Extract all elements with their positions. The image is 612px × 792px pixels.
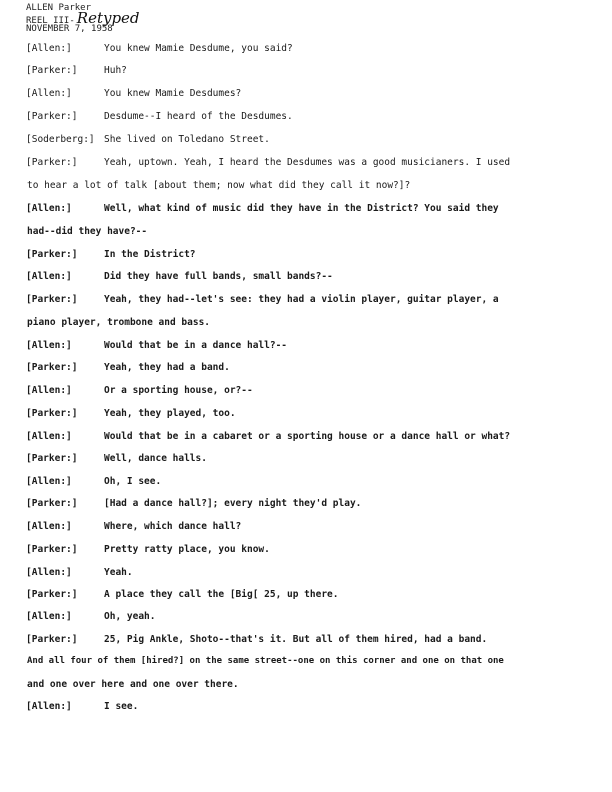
speaker-label: [Soderberg:] — [26, 134, 95, 145]
dialogue-text: Yeah, they had a band. — [104, 362, 230, 373]
speaker-label: [Allen:] — [26, 611, 72, 622]
dialogue-text: Yeah. — [104, 567, 133, 578]
dialogue-text: You knew Mamie Desdumes? — [104, 88, 242, 99]
speaker-label: [Allen:] — [26, 476, 72, 487]
dialogue-text: Huh? — [104, 65, 127, 76]
speaker-label: [Allen:] — [26, 567, 72, 578]
speaker-label: [Parker:] — [26, 111, 78, 122]
continuation-line: And all four of them [hired?] on the same street--one on this corner and one on that one — [27, 656, 504, 666]
dialogue-text: Well, what kind of music did they have in the District? You said they — [104, 203, 499, 214]
dialogue-text: Well, dance halls. — [104, 453, 207, 464]
header-title: ALLEN Parker — [26, 3, 92, 13]
continuation-line: piano player, trombone and bass. — [27, 317, 211, 328]
dialogue-text: Yeah, they played, too. — [104, 408, 236, 419]
dialogue-text: She lived on Toledano Street. — [104, 134, 270, 145]
dialogue-text: Yeah, uptown. Yeah, I heard the Desdumes was a good musicianers. I used — [104, 157, 511, 168]
dialogue-text: A place they call the [Big[ 25, up there. — [104, 589, 339, 600]
speaker-label: [Allen:] — [26, 340, 72, 351]
dialogue-text: Yeah, they had--let's see: they had a violin player, guitar player, a — [104, 294, 499, 305]
speaker-label: [Allen:] — [26, 203, 72, 214]
continuation-line: to hear a lot of talk [about them; now what did they call it now?]? — [27, 180, 411, 191]
dialogue-text: Pretty ratty place, you know. — [104, 544, 270, 555]
speaker-label: [Allen:] — [26, 271, 72, 282]
dialogue-text: Would that be in a dance hall?-- — [104, 340, 288, 351]
dialogue-text: Oh, yeah. — [104, 611, 156, 622]
speaker-label: [Parker:] — [26, 589, 78, 600]
speaker-label: [Parker:] — [26, 65, 78, 76]
dialogue-text: Or a sporting house, or?-- — [104, 385, 253, 396]
speaker-label: [Parker:] — [26, 544, 78, 555]
dialogue-text: You knew Mamie Desdume, you said? — [104, 43, 293, 54]
speaker-label: [Parker:] — [26, 634, 78, 645]
handwritten-note: Retyped — [76, 9, 140, 27]
dialogue-text: Did they have full bands, small bands?-- — [104, 271, 333, 282]
speaker-label: [Allen:] — [26, 385, 72, 396]
dialogue-text: In the District? — [104, 249, 196, 260]
dialogue-text: Where, which dance hall? — [104, 521, 242, 532]
speaker-label: [Allen:] — [26, 88, 72, 99]
header-date: NOVEMBER 7, 1958 — [26, 24, 113, 34]
continuation-line: had--did they have?-- — [27, 226, 148, 237]
header-reel-label: REEL III- — [26, 16, 75, 26]
speaker-label: [Allen:] — [26, 701, 72, 712]
speaker-label: [Parker:] — [26, 498, 78, 509]
speaker-label: [Parker:] — [26, 294, 78, 305]
dialogue-text: 25, Pig Ankle, Shoto--that's it. But all of them hired, had a band. — [104, 634, 488, 645]
speaker-label: [Allen:] — [26, 431, 72, 442]
dialogue-text: Oh, I see. — [104, 476, 162, 487]
dialogue-text: I see. — [104, 701, 139, 712]
continuation-line: and one over here and one over there. — [27, 679, 239, 690]
speaker-label: [Parker:] — [26, 249, 78, 260]
dialogue-text: Would that be in a cabaret or a sporting house or a dance hall or what? — [104, 431, 511, 442]
dialogue-text: Desdume--I heard of the Desdumes. — [104, 111, 293, 122]
speaker-label: [Parker:] — [26, 408, 78, 419]
speaker-label: [Allen:] — [26, 521, 72, 532]
speaker-label: [Parker:] — [26, 362, 78, 373]
dialogue-text: [Had a dance hall?]; every night they'd play. — [104, 498, 362, 509]
speaker-label: [Allen:] — [26, 43, 72, 54]
speaker-label: [Parker:] — [26, 157, 78, 168]
speaker-label: [Parker:] — [26, 453, 78, 464]
